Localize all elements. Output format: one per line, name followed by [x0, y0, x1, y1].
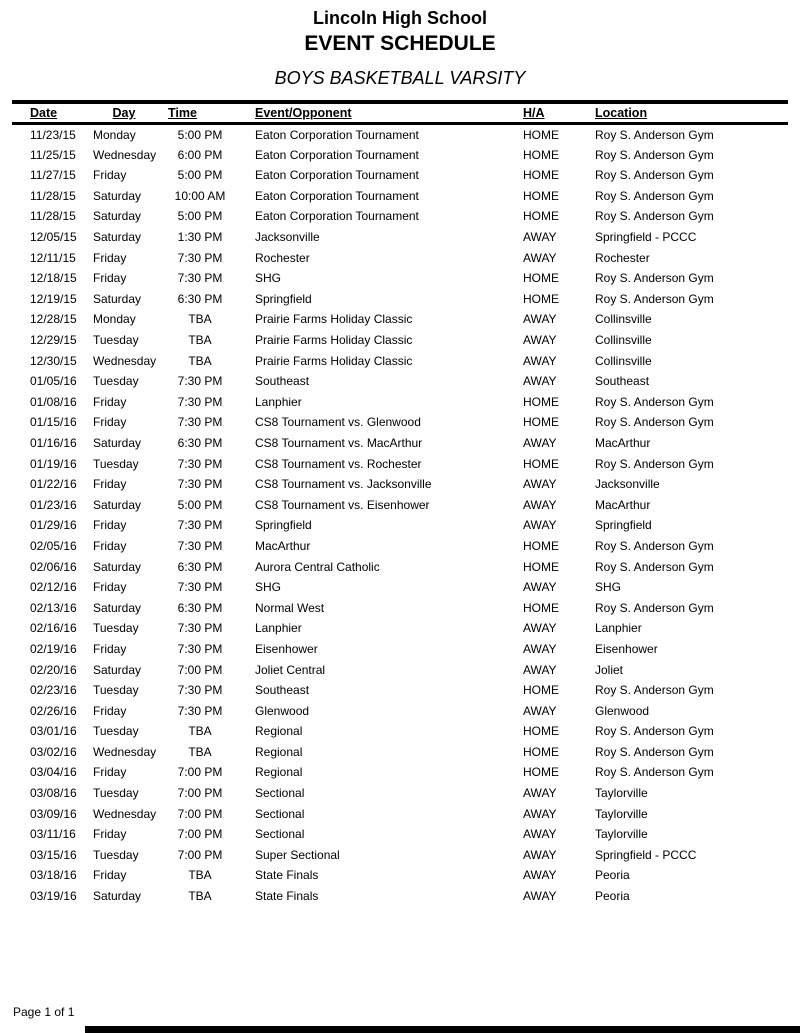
date-cell: 02/16/16	[30, 621, 77, 636]
event-cell: Super Sectional	[255, 847, 340, 862]
table-row	[12, 309, 788, 330]
table-row	[12, 268, 788, 289]
event-cell: Eisenhower	[255, 641, 318, 656]
homeaway-cell: HOME	[523, 683, 559, 698]
homeaway-cell: AWAY	[523, 889, 557, 904]
date-cell: 03/09/16	[30, 806, 77, 821]
day-cell: Friday	[93, 703, 127, 718]
location-cell: Roy S. Anderson Gym	[595, 415, 714, 430]
date-cell: 11/28/15	[30, 209, 76, 224]
event-cell: Sectional	[255, 806, 305, 821]
time-cell: 7:30 PM	[177, 703, 223, 718]
table-row	[12, 783, 788, 804]
day-cell: Saturday	[93, 188, 142, 203]
day-cell: Friday	[93, 868, 127, 883]
day-cell: Friday	[93, 641, 127, 656]
time-cell: 5:00 PM	[177, 209, 223, 224]
location-cell: Roy S. Anderson Gym	[595, 538, 714, 553]
day-cell: Friday	[93, 538, 127, 553]
date-cell: 02/12/16	[30, 580, 77, 595]
homeaway-cell: AWAY	[523, 497, 557, 512]
date-cell: 01/19/16	[30, 456, 77, 471]
time-cell: TBA	[188, 333, 212, 348]
time-cell: TBA	[188, 744, 212, 759]
time-cell: 5:00 PM	[177, 127, 223, 142]
day-cell: Friday	[93, 415, 127, 430]
time-cell: TBA	[188, 889, 212, 904]
table-row	[12, 721, 788, 742]
table-row	[12, 144, 788, 165]
homeaway-cell: AWAY	[523, 827, 557, 842]
day-cell: Friday	[93, 168, 127, 183]
location-cell: Roy S. Anderson Gym	[595, 765, 714, 780]
location-cell: Springfield - PCCC	[595, 230, 697, 245]
location-cell: Peoria	[595, 889, 630, 904]
table-row	[12, 577, 788, 598]
homeaway-cell: AWAY	[523, 353, 557, 368]
time-cell: 7:30 PM	[177, 621, 223, 636]
time-cell: 7:30 PM	[177, 580, 223, 595]
table-row	[12, 330, 788, 351]
event-cell: Eaton Corporation Tournament	[255, 147, 419, 162]
table-row	[12, 289, 788, 310]
event-cell: Glenwood	[255, 703, 310, 718]
location-cell: Roy S. Anderson Gym	[595, 394, 714, 409]
homeaway-cell: AWAY	[523, 786, 557, 801]
date-cell: 03/08/16	[30, 786, 77, 801]
location-cell: Peoria	[595, 868, 630, 883]
event-cell: Regional	[255, 744, 303, 759]
location-cell: Roy S. Anderson Gym	[595, 147, 714, 162]
location-cell: Springfield	[595, 518, 652, 533]
day-cell: Tuesday	[93, 333, 139, 348]
homeaway-cell: HOME	[523, 394, 559, 409]
time-cell: 7:30 PM	[177, 683, 223, 698]
homeaway-cell: AWAY	[523, 435, 557, 450]
day-cell: Monday	[93, 127, 136, 142]
table-head	[12, 102, 788, 124]
event-cell: State Finals	[255, 868, 319, 883]
event-cell: CS8 Tournament vs. Eisenhower	[255, 497, 430, 512]
title-block	[0, 0, 800, 89]
table-row	[12, 433, 788, 454]
event-cell: Prairie Farms Holiday Classic	[255, 333, 413, 348]
homeaway-cell: AWAY	[523, 312, 557, 327]
homeaway-cell: HOME	[523, 127, 559, 142]
date-cell: 01/08/16	[30, 394, 77, 409]
time-cell: 5:00 PM	[177, 497, 223, 512]
homeaway-cell: AWAY	[523, 477, 557, 492]
location-cell: Roy S. Anderson Gym	[595, 291, 714, 306]
day-cell: Friday	[93, 271, 127, 286]
date-cell: 11/25/15	[30, 147, 76, 162]
date-cell: 12/18/15	[30, 271, 77, 286]
time-cell: 6:30 PM	[177, 435, 223, 450]
location-cell: Roy S. Anderson Gym	[595, 456, 714, 471]
table-row	[12, 124, 788, 145]
homeaway-cell: HOME	[523, 291, 559, 306]
location-cell: Collinsville	[595, 333, 652, 348]
time-cell: TBA	[188, 868, 212, 883]
location-cell: Taylorville	[595, 786, 648, 801]
homeaway-cell: HOME	[523, 744, 559, 759]
homeaway-cell: AWAY	[523, 250, 557, 265]
date-cell: 11/27/15	[30, 168, 76, 183]
day-cell: Friday	[93, 580, 127, 595]
date-cell: 02/13/16	[30, 600, 77, 615]
location-cell: Taylorville	[595, 827, 648, 842]
time-cell: 10:00 AM	[174, 188, 226, 203]
day-cell: Tuesday	[93, 724, 139, 739]
table-row	[12, 700, 788, 721]
time-cell: 7:00 PM	[177, 806, 223, 821]
location-cell: MacArthur	[595, 435, 651, 450]
header-date: Date	[30, 106, 58, 121]
time-cell: 6:30 PM	[177, 559, 223, 574]
day-cell: Wednesday	[93, 806, 157, 821]
date-cell: 03/11/16	[30, 827, 76, 842]
day-cell: Saturday	[93, 291, 142, 306]
schedule-body	[12, 124, 788, 907]
location-cell: Roy S. Anderson Gym	[595, 271, 714, 286]
day-cell: Saturday	[93, 497, 142, 512]
location-cell: SHG	[595, 580, 622, 595]
event-cell: Springfield	[255, 291, 312, 306]
date-cell: 02/05/16	[30, 538, 77, 553]
time-cell: 7:30 PM	[177, 518, 223, 533]
date-cell: 12/19/15	[30, 291, 77, 306]
time-cell: 7:30 PM	[177, 538, 223, 553]
location-cell: Roy S. Anderson Gym	[595, 209, 714, 224]
day-cell: Monday	[93, 312, 136, 327]
table-row	[12, 659, 788, 680]
date-cell: 01/22/16	[30, 477, 77, 492]
day-cell: Saturday	[93, 435, 142, 450]
time-cell: 7:30 PM	[177, 394, 223, 409]
event-cell: Regional	[255, 724, 303, 739]
homeaway-cell: AWAY	[523, 806, 557, 821]
time-cell: 6:00 PM	[177, 147, 223, 162]
time-cell: 7:30 PM	[177, 456, 223, 471]
location-cell: Eisenhower	[595, 641, 658, 656]
time-cell: 7:30 PM	[177, 477, 223, 492]
event-cell: Sectional	[255, 786, 305, 801]
homeaway-cell: AWAY	[523, 868, 557, 883]
homeaway-cell: AWAY	[523, 518, 557, 533]
table-row	[12, 412, 788, 433]
event-cell: Sectional	[255, 827, 305, 842]
event-cell: Springfield	[255, 518, 312, 533]
table-row	[12, 556, 788, 577]
table-row	[12, 597, 788, 618]
date-cell: 11/28/15	[30, 188, 76, 203]
time-cell: TBA	[188, 724, 212, 739]
location-cell: Roy S. Anderson Gym	[595, 683, 714, 698]
event-cell: Prairie Farms Holiday Classic	[255, 312, 413, 327]
homeaway-cell: HOME	[523, 188, 559, 203]
table-row	[12, 186, 788, 207]
homeaway-cell: HOME	[523, 765, 559, 780]
page-number-label: Page 1 of 1	[13, 1005, 75, 1019]
day-cell: Saturday	[93, 209, 142, 224]
team-subtitle: BOYS BASKETBALL VARSITY	[274, 67, 526, 88]
table-row	[12, 845, 788, 866]
table-row	[12, 515, 788, 536]
day-cell: Saturday	[93, 600, 142, 615]
table-row	[12, 474, 788, 495]
table-row	[12, 824, 788, 845]
time-cell: 7:30 PM	[177, 250, 223, 265]
event-cell: Lanphier	[255, 621, 302, 636]
date-cell: 01/29/16	[30, 518, 77, 533]
event-cell: SHG	[255, 271, 282, 286]
day-cell: Tuesday	[93, 456, 139, 471]
location-cell: Roy S. Anderson Gym	[595, 188, 714, 203]
event-cell: Normal West	[255, 600, 325, 615]
location-cell: MacArthur	[595, 497, 651, 512]
homeaway-cell: HOME	[523, 168, 559, 183]
day-cell: Wednesday	[93, 147, 157, 162]
event-cell: State Finals	[255, 889, 319, 904]
homeaway-cell: AWAY	[523, 374, 557, 389]
event-cell: Eaton Corporation Tournament	[255, 188, 419, 203]
table-row	[12, 392, 788, 413]
event-cell: Jacksonville	[255, 230, 320, 245]
table-row	[12, 350, 788, 371]
date-cell: 01/23/16	[30, 497, 77, 512]
day-cell: Friday	[93, 827, 127, 842]
time-cell: 7:00 PM	[177, 827, 223, 842]
homeaway-cell: HOME	[523, 209, 559, 224]
date-cell: 03/18/16	[30, 868, 77, 883]
location-cell: Roy S. Anderson Gym	[595, 744, 714, 759]
event-cell: CS8 Tournament vs. Rochester	[255, 456, 422, 471]
table-row	[12, 886, 788, 907]
homeaway-cell: HOME	[523, 147, 559, 162]
time-cell: 7:30 PM	[177, 374, 223, 389]
day-cell: Friday	[93, 518, 127, 533]
day-cell: Saturday	[93, 559, 142, 574]
day-cell: Tuesday	[93, 847, 139, 862]
time-cell: 7:00 PM	[177, 765, 223, 780]
location-cell: Taylorville	[595, 806, 648, 821]
homeaway-cell: AWAY	[523, 662, 557, 677]
date-cell: 12/11/15	[30, 250, 76, 265]
time-cell: 6:30 PM	[177, 600, 223, 615]
homeaway-cell: AWAY	[523, 230, 557, 245]
day-cell: Wednesday	[93, 744, 157, 759]
location-cell: Roy S. Anderson Gym	[595, 724, 714, 739]
homeaway-cell: HOME	[523, 600, 559, 615]
homeaway-cell: HOME	[523, 271, 559, 286]
time-cell: TBA	[188, 312, 212, 327]
date-cell: 03/01/16	[30, 724, 77, 739]
table-row	[12, 680, 788, 701]
event-cell: SHG	[255, 580, 282, 595]
homeaway-cell: HOME	[523, 538, 559, 553]
location-cell: Lanphier	[595, 621, 642, 636]
table-row	[12, 762, 788, 783]
table-row	[12, 165, 788, 186]
event-cell: Eaton Corporation Tournament	[255, 168, 419, 183]
date-cell: 02/20/16	[30, 662, 77, 677]
header-time: Time	[168, 106, 197, 121]
location-cell: Roy S. Anderson Gym	[595, 600, 714, 615]
homeaway-cell: AWAY	[523, 703, 557, 718]
time-cell: 7:00 PM	[177, 847, 223, 862]
table-row	[12, 247, 788, 268]
day-cell: Saturday	[93, 230, 142, 245]
event-cell: CS8 Tournament vs. Jacksonville	[255, 477, 432, 492]
time-cell: 6:30 PM	[177, 291, 223, 306]
time-cell: 7:00 PM	[177, 662, 223, 677]
time-cell: TBA	[188, 353, 212, 368]
date-cell: 12/28/15	[30, 312, 77, 327]
header-ha: H/A	[523, 106, 545, 121]
homeaway-cell: AWAY	[523, 580, 557, 595]
location-cell: Glenwood	[595, 703, 650, 718]
day-cell: Friday	[93, 250, 127, 265]
time-cell: 7:00 PM	[177, 786, 223, 801]
event-cell: CS8 Tournament vs. Glenwood	[255, 415, 421, 430]
location-cell: Roy S. Anderson Gym	[595, 559, 714, 574]
location-cell: Jacksonville	[595, 477, 660, 492]
table-row	[12, 618, 788, 639]
location-cell: Collinsville	[595, 312, 652, 327]
homeaway-cell: HOME	[523, 724, 559, 739]
event-cell: Prairie Farms Holiday Classic	[255, 353, 413, 368]
schedule-table	[12, 100, 788, 907]
date-cell: 02/26/16	[30, 703, 77, 718]
event-cell: Rochester	[255, 250, 310, 265]
event-cell: CS8 Tournament vs. MacArthur	[255, 435, 423, 450]
table-row	[12, 206, 788, 227]
day-cell: Friday	[93, 477, 127, 492]
event-cell: Joliet Central	[255, 662, 326, 677]
school-name: Lincoln High School	[313, 8, 487, 28]
day-cell: Tuesday	[93, 621, 139, 636]
event-cell: Southeast	[255, 374, 310, 389]
event-cell: Aurora Central Catholic	[255, 559, 380, 574]
location-cell: Joliet	[595, 662, 624, 677]
table-header-row	[12, 102, 788, 124]
homeaway-cell: AWAY	[523, 641, 557, 656]
location-cell: Collinsville	[595, 353, 652, 368]
date-cell: 11/23/15	[30, 127, 76, 142]
day-cell: Saturday	[93, 662, 142, 677]
table-row	[12, 639, 788, 660]
homeaway-cell: AWAY	[523, 621, 557, 636]
day-cell: Friday	[93, 765, 127, 780]
day-cell: Tuesday	[93, 786, 139, 801]
table-row	[12, 803, 788, 824]
event-cell: Lanphier	[255, 394, 302, 409]
table-row	[12, 742, 788, 763]
table-row	[12, 536, 788, 557]
header-day: Day	[112, 106, 136, 121]
event-cell: Southeast	[255, 683, 310, 698]
day-cell: Friday	[93, 394, 127, 409]
event-cell: Regional	[255, 765, 303, 780]
bottom-rule	[85, 1026, 800, 1033]
date-cell: 12/29/15	[30, 333, 77, 348]
date-cell: 12/30/15	[30, 353, 77, 368]
table-row	[12, 865, 788, 886]
event-cell: Eaton Corporation Tournament	[255, 127, 419, 142]
location-cell: Springfield - PCCC	[595, 847, 697, 862]
homeaway-cell: AWAY	[523, 333, 557, 348]
homeaway-cell: HOME	[523, 415, 559, 430]
table-row	[12, 227, 788, 248]
location-cell: Roy S. Anderson Gym	[595, 127, 714, 142]
date-cell: 03/15/16	[30, 847, 77, 862]
table-row	[12, 371, 788, 392]
date-cell: 01/16/16	[30, 435, 77, 450]
time-cell: 7:30 PM	[177, 415, 223, 430]
event-cell: Eaton Corporation Tournament	[255, 209, 419, 224]
date-cell: 03/02/16	[30, 744, 77, 759]
date-cell: 01/15/16	[30, 415, 77, 430]
time-cell: 5:00 PM	[177, 168, 223, 183]
day-cell: Wednesday	[93, 353, 157, 368]
date-cell: 03/19/16	[30, 889, 77, 904]
day-cell: Tuesday	[93, 683, 139, 698]
table-row	[12, 494, 788, 515]
date-cell: 12/05/15	[30, 230, 77, 245]
time-cell: 7:30 PM	[177, 271, 223, 286]
time-cell: 7:30 PM	[177, 641, 223, 656]
date-cell: 01/05/16	[30, 374, 77, 389]
date-cell: 02/19/16	[30, 641, 77, 656]
location-cell: Southeast	[595, 374, 650, 389]
homeaway-cell: AWAY	[523, 847, 557, 862]
event-cell: MacArthur	[255, 538, 311, 553]
table-row	[12, 453, 788, 474]
location-cell: Rochester	[595, 250, 650, 265]
date-cell: 02/23/16	[30, 683, 77, 698]
header-event: Event/Opponent	[255, 106, 352, 121]
schedule-title: EVENT SCHEDULE	[304, 31, 496, 55]
day-cell: Saturday	[93, 889, 142, 904]
date-cell: 02/06/16	[30, 559, 77, 574]
time-cell: 1:30 PM	[177, 230, 223, 245]
homeaway-cell: HOME	[523, 559, 559, 574]
date-cell: 03/04/16	[30, 765, 77, 780]
homeaway-cell: HOME	[523, 456, 559, 471]
day-cell: Tuesday	[93, 374, 139, 389]
header-location: Location	[595, 106, 648, 121]
location-cell: Roy S. Anderson Gym	[595, 168, 714, 183]
